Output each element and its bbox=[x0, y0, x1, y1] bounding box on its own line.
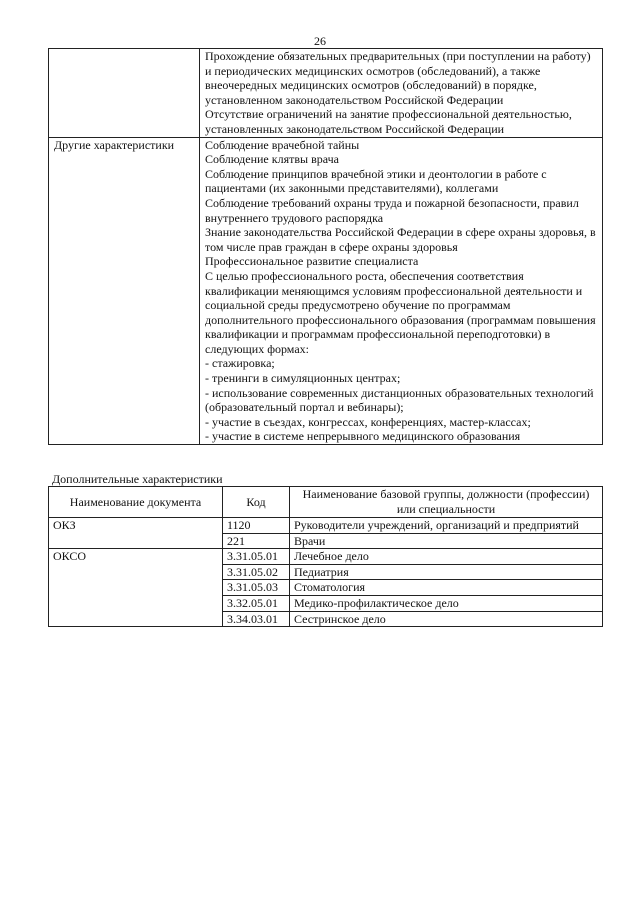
header-row bbox=[49, 487, 603, 518]
code-cell: 3.32.05.01 bbox=[223, 595, 290, 611]
paragraph: Соблюдение клятвы врача bbox=[205, 152, 339, 167]
name-cell: Педиатрия bbox=[290, 564, 603, 580]
table-row bbox=[49, 549, 603, 565]
requirements-cell bbox=[200, 49, 603, 138]
table-cell-empty bbox=[49, 49, 200, 138]
code-cell: 1120 bbox=[223, 518, 290, 534]
list-item: - участие в системе непрерывного медицинского образования bbox=[205, 429, 521, 444]
section-title: Дополнительные характеристики bbox=[52, 472, 223, 486]
column-header: Наименование базовой группы, должности (профессии) или специальности bbox=[290, 487, 603, 518]
paragraph: Отсутствие ограничений на занятие профессиональной деятельностью, установленных законодательством Российской Федерации bbox=[205, 107, 572, 136]
column-header: Наименование документа bbox=[49, 487, 223, 518]
list-item: - участие в съездах, конгрессах, конференциях, мастер-классах; bbox=[205, 414, 531, 429]
additional-characteristics-table bbox=[48, 486, 603, 627]
row-label: Другие характеристики bbox=[49, 137, 200, 444]
paragraph: Профессиональное развитие специалиста bbox=[205, 254, 419, 269]
list-item: - стажировка; bbox=[205, 356, 275, 371]
document-cell: ОКЗ bbox=[49, 518, 223, 549]
code-cell: 3.31.05.02 bbox=[223, 564, 290, 580]
code-cell: 221 bbox=[223, 533, 290, 549]
column-header: Код bbox=[223, 487, 290, 518]
code-cell: 3.31.05.01 bbox=[223, 549, 290, 565]
table-row bbox=[49, 137, 603, 444]
name-cell: Врачи bbox=[290, 533, 603, 549]
other-characteristics-cell bbox=[200, 137, 603, 444]
code-cell: 3.31.05.03 bbox=[223, 580, 290, 596]
paragraph: Соблюдение врачебной тайны bbox=[205, 137, 360, 152]
code-cell: 3.34.03.01 bbox=[223, 611, 290, 627]
name-cell: Сестринское дело bbox=[290, 611, 603, 627]
name-cell: Стоматология bbox=[290, 580, 603, 596]
list-item: - использование современных дистанционных образовательных технологий (образовательный портал и вебинары); bbox=[205, 385, 594, 415]
paragraph: Знание законодательства Российской Федерации в сфере охраны здоровья, в том числе прав граждан в сфере охраны здоровья bbox=[205, 225, 596, 254]
paragraph: Соблюдение принципов врачебной этики и деонтологии в работе с пациентами (их законными представителями), коллегами bbox=[205, 166, 547, 196]
table-row bbox=[49, 49, 603, 138]
name-cell: Руководители учреждений, организаций и предприятий bbox=[290, 518, 603, 534]
name-cell: Лечебное дело bbox=[290, 549, 603, 565]
paragraph: С целью профессионального роста, обеспечения соответствия квалификации меняющимся условиям профессиональной деятельности и социальной среды предусмотрено обучение по программам дополнительного профессионального образования (программам повышения квалификации и программам профессиональной переподготовки) в следующих формах: bbox=[205, 268, 596, 356]
paragraph: Соблюдение требований охраны труда и пожарной безопасности, правил внутреннего трудового распорядка bbox=[205, 195, 579, 225]
paragraph: Прохождение обязательных предварительных (при поступлении на работу) и периодических медицинских осмотров (обследований), а также внеочередных медицинских осмотров (обследований) в порядке, установленном законодательством Российской Федерации bbox=[205, 49, 591, 107]
name-cell: Медико-профилактическое дело bbox=[290, 595, 603, 611]
list-item: - тренинги в симуляционных центрах; bbox=[205, 371, 401, 386]
characteristics-table bbox=[48, 48, 603, 445]
table-row bbox=[49, 518, 603, 534]
document-cell: ОКСО bbox=[49, 549, 223, 627]
page-number: 26 bbox=[314, 34, 326, 48]
